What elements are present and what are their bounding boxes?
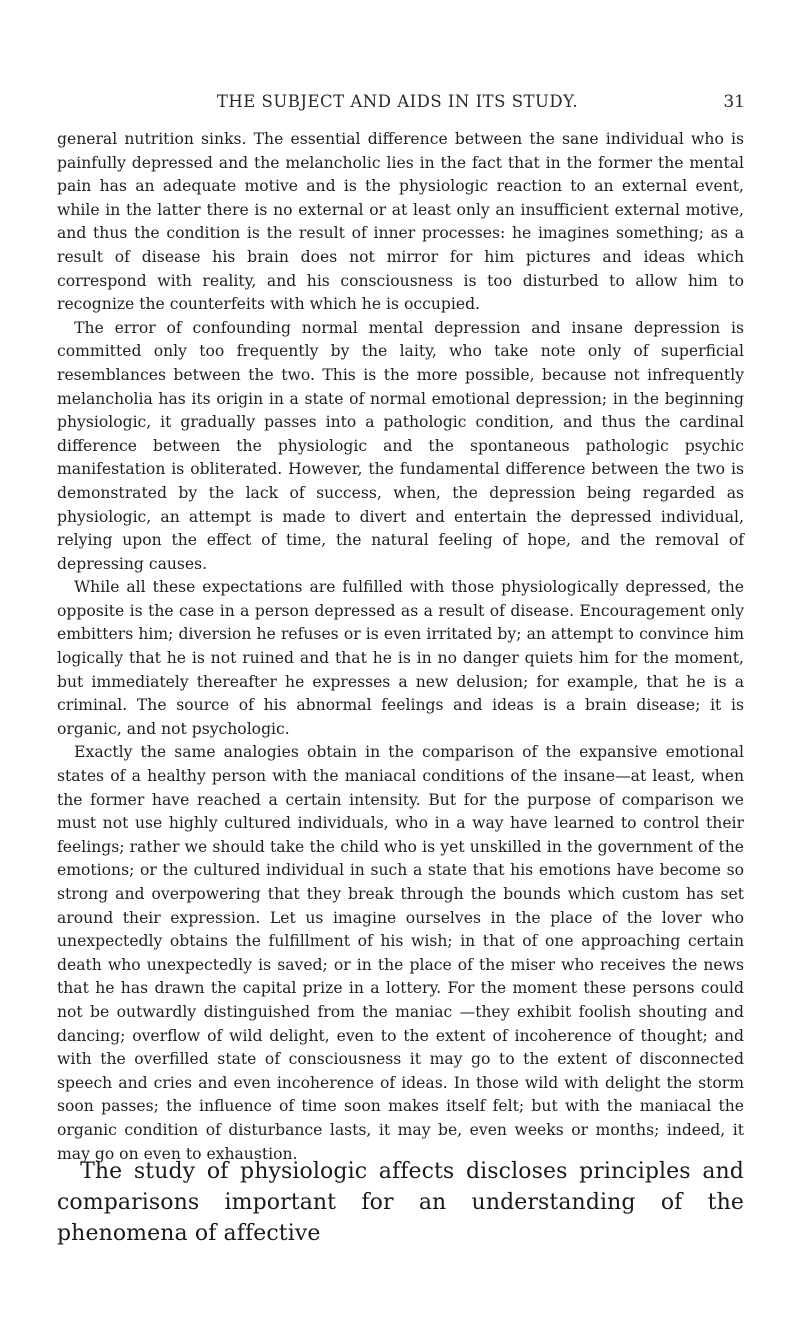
paragraph-expectations: While all these expectations are fulfilled with those physiologically depressed, the opposite is the case in a person depressed as a result of disease. Encouragement only embitters him; diversion he refuses or is even irritated by; an attempt to convince him logically that he is not ruined and that he is in no danger quiets him for the moment, but immediately thereafter he expresses a new delusion; for example, that he is a criminal. The source of his abnormal feelings and ideas is a brain disease; it is organic, and not psychologic. (57, 578, 744, 738)
paragraph-continuation: general nutrition sinks. The essential difference between the sane individual who is painfully depressed and the melancholic lies in the fact that in the former the mental pain has an adequate motive and is the physiologic reaction to an external event, while in the latter there is no external or at least only an insufficient external motive, and thus the condition is the result of inner processes: he imagines something; as a result of disease his brain does not mirror for him pictures and ideas which correspond with reality, and his consciousness is too disturbed to allow him to recognize the counterfeits with which he is occupied. (57, 130, 744, 314)
closing-large-text: The study of physiologic affects discloses principles and comparisons important for an understanding of the phenomena of affective (57, 1159, 744, 1246)
paragraph-confounding-depression: The error of confounding normal mental depression and insane depression is committed only too frequently by the laity, who take note only of superficial resemblances between the two. This is the more possible, because not infrequently melancholia has its origin in a state of normal emotional depression; in the beginning physiologic, it gradually passes into a pathologic condition, and thus the cardinal difference between the physiologic and the spontaneous pathologic psychic manifestation is obliterated. However, the fundamental difference between the two is demonstrated by the lack of success, when, the depression being regarded as physiologic, an attempt is made to divert and entertain the depressed individual, relying upon the effect of time, the natural feeling of hope, and the removal of depressing causes. (57, 318, 744, 573)
running-title: THE SUBJECT AND AIDS IN ITS STUDY. (216, 92, 579, 111)
paragraph-analogies: Exactly the same analogies obtain in the comparison of the expansive emotional states of a healthy person with the maniacal conditions of the insane—at least, when the former have reached a certain intensity. But for the purpose of comparison we must not use highly cultured individuals, who in a way have learned to control their feelings; rather we should take the child who is yet unskilled in the government of the emotions; or the cultured individual in such a state that his emotions have become so strong and overpowering that they break through the bounds which custom has set around their expression. Let us imagine ourselves in the place of the lover who unexpectedly obtains the fulfillment of his wish; in that of one approaching certain death who unexpectedly is saved; or in the place of the miser who receives the news that he has drawn the capital prize in a lottery. For the moment these persons could not be outwardly distinguished from the maniac —they exhibit foolish shouting and dancing; overflow of wild delight, even to the extent of incoherence of thought; and with the overfilled state of consciousness it may go to the extent of disconnected speech and cries and even incoherence of ideas. In those wild with delight the storm soon passes; the influence of time soon makes itself felt; but with the maniacal the organic condition of disturbance lasts, it may be, even weeks or months; indeed, it may go on even to exhaustion. (57, 743, 744, 1163)
running-head (50, 90, 745, 114)
page-number: 31 (723, 92, 745, 112)
body-text (57, 128, 744, 1166)
